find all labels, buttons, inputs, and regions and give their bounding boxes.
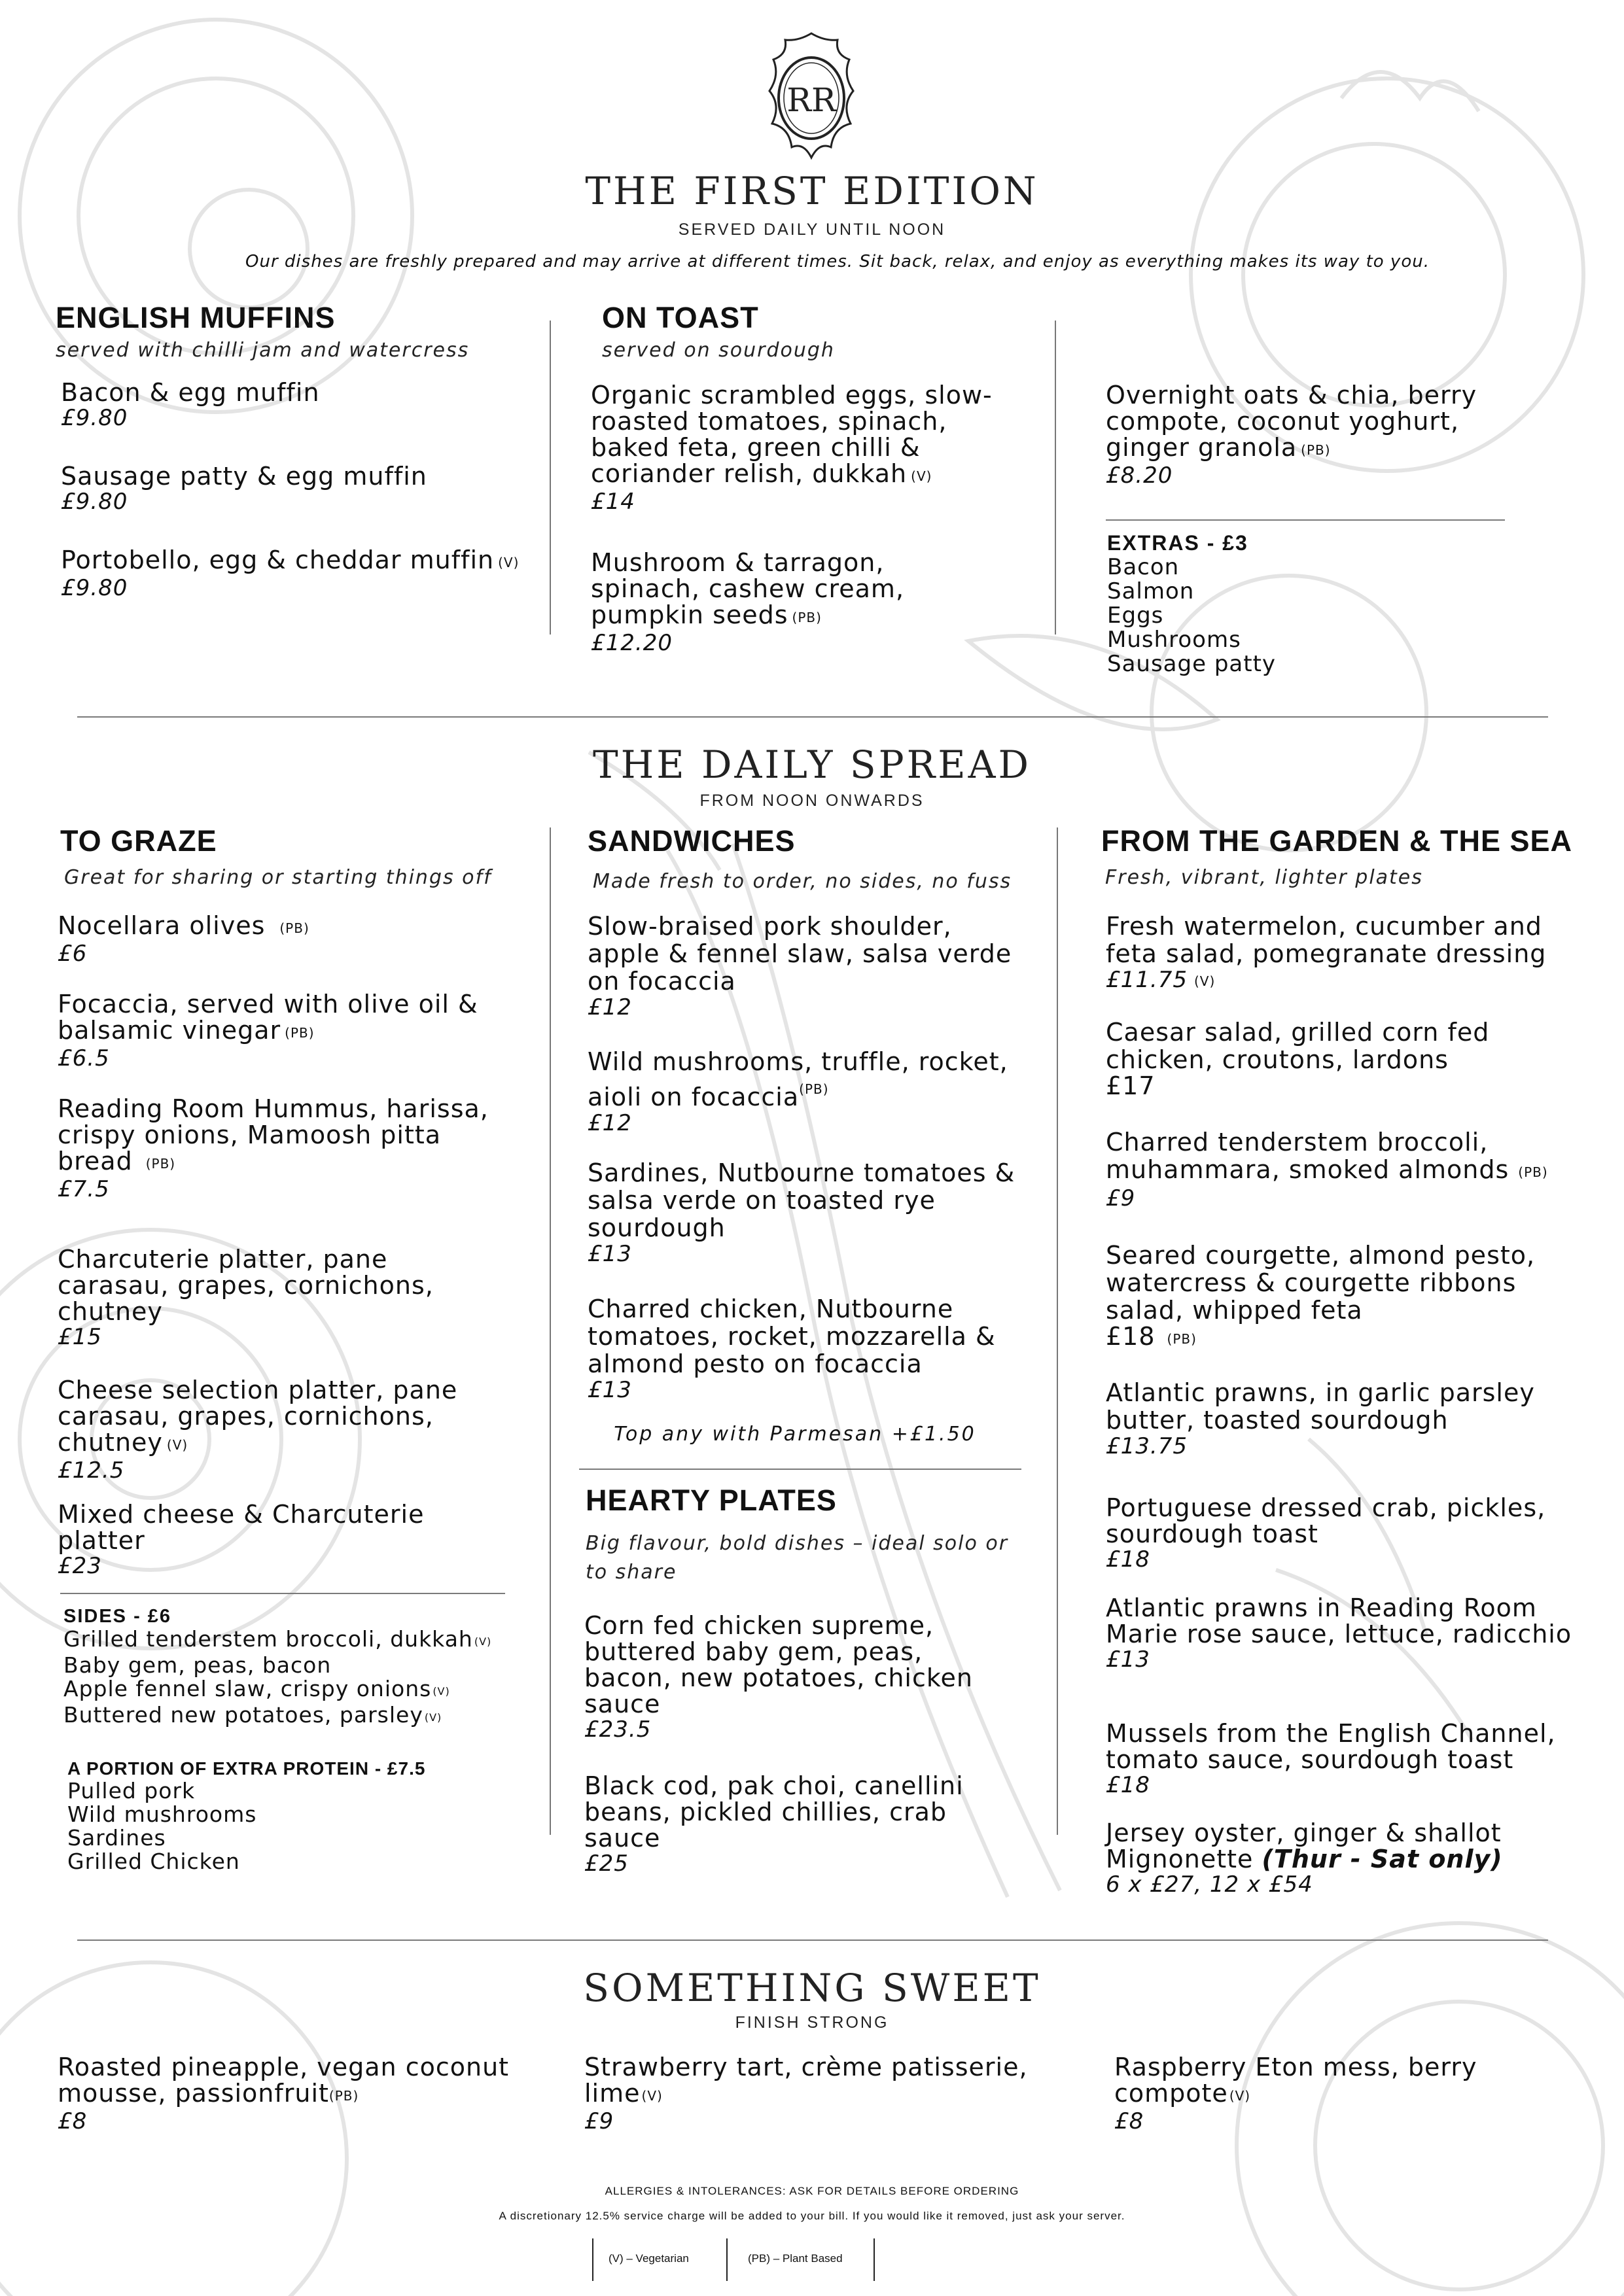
item-price: £17 [1106, 1071, 1156, 1100]
legend-plant-based: (PB) – Plant Based [748, 2252, 843, 2265]
menu-item [58, 1096, 516, 1202]
menu-item [1106, 1820, 1564, 1897]
on-toast-section [602, 301, 1034, 362]
extras-item: Sausage patty [1107, 651, 1277, 677]
protein-item: Sardines [67, 1825, 166, 1851]
menu-item [61, 463, 545, 514]
sides-section [63, 1606, 521, 1730]
item-price: £12 [588, 994, 632, 1020]
column-divider [1055, 321, 1056, 635]
item-name: Wild mushrooms, truffle, rocket, aioli on focaccia [588, 1047, 1008, 1111]
side-item: Grilled tenderstem broccoli, dukkah [63, 1626, 473, 1652]
service-charge-notice: A discretionary 12.5% service charge will be added to your bill. If you would like it removed, just ask your server. [499, 2210, 1125, 2222]
menu-item [1106, 1720, 1590, 1798]
menu-item [58, 1246, 489, 1349]
item-name: Caesar salad, grilled corn fed chicken, croutons, lardons [1106, 1018, 1490, 1074]
extras-item: Bacon [1107, 554, 1180, 580]
extra-protein-title: A PORTION OF EXTRA PROTEIN - £7.5 [67, 1758, 426, 1779]
dietary-tag: (V) [166, 1437, 188, 1453]
menu-item [1106, 1128, 1577, 1211]
sides-rule [60, 1593, 505, 1594]
protein-item: Pulled pork [67, 1778, 196, 1803]
item-price: £8.20 [1106, 462, 1173, 489]
legend-divider [874, 2238, 875, 2281]
item-price: £23.5 [584, 1716, 652, 1743]
monogram-crest [762, 29, 860, 160]
extras-item: Eggs [1107, 602, 1164, 629]
dietary-tag: (PB) [145, 1156, 176, 1172]
dietary-tag: (PB) [792, 610, 822, 625]
extra-protein-section [67, 1758, 525, 1873]
dietary-tag: (PB) [1518, 1164, 1548, 1180]
item-price: £9.80 [61, 489, 128, 515]
sandwiches-title: SANDWICHES [588, 824, 796, 858]
item-price: £8 [1114, 2108, 1144, 2134]
extras-section [1107, 531, 1500, 676]
menu-item [1106, 1242, 1564, 1349]
item-name: Portobello, egg & cheddar muffin [61, 546, 495, 574]
item-name: Mussels from the English Channel, tomato sauce, sourdough toast [1106, 1719, 1556, 1774]
dietary-tag: (V) [424, 1711, 442, 1724]
item-name: Strawberry tart, crème patisserie, lime [584, 2053, 1028, 2108]
item-price: 6 x £27, 12 x £54 [1106, 1871, 1313, 1898]
item-price: £13 [588, 1241, 632, 1267]
menu-item [1106, 1379, 1564, 1459]
item-name: Focaccia, served with olive oil & balsamic vinegar [58, 990, 478, 1045]
monogram-text: RR [786, 81, 836, 119]
menu-item [61, 379, 545, 430]
item-name: Portuguese dressed crab, pickles, sourdough toast [1106, 1493, 1546, 1548]
item-price: £18 [1106, 1772, 1150, 1798]
item-price: £13 [588, 1377, 632, 1403]
on-toast-subtitle: served on sourdough [602, 339, 835, 362]
menu-item [584, 1773, 1003, 1876]
item-price: £6 [58, 941, 88, 967]
extras-rule [1106, 519, 1505, 521]
menu-item [1106, 1018, 1564, 1098]
item-price: £9.80 [61, 575, 128, 601]
english-muffins-section [56, 301, 540, 362]
item-price: £12.20 [591, 630, 673, 656]
sandwiches-section [588, 824, 1033, 893]
item-price: £9.80 [61, 405, 128, 431]
item-price: £25 [584, 1851, 629, 1877]
dietary-tag: (PB) [328, 2088, 359, 2104]
sides-title: SIDES - £6 [63, 1606, 172, 1627]
garden-sea-section [1101, 824, 1598, 889]
to-graze-subtitle: Great for sharing or starting things off [64, 866, 492, 889]
item-price: £13.75 [1106, 1433, 1188, 1459]
item-name: Roasted pineapple, vegan coconut mousse, passionfruit [58, 2053, 510, 2108]
item-price: £8 [58, 2108, 88, 2134]
first-edition-title: THE FIRST EDITION [585, 169, 1039, 213]
menu-item [591, 549, 970, 655]
menu-item [591, 382, 1023, 514]
to-graze-title: TO GRAZE [60, 824, 217, 858]
something-sweet-title: SOMETHING SWEET [583, 1966, 1041, 2010]
garden-sea-subtitle: Fresh, vibrant, lighter plates [1105, 866, 1423, 889]
daily-spread-title: THE DAILY SPREAD [592, 742, 1032, 787]
availability-note: (Thur - Sat only) [1262, 1845, 1503, 1873]
dietary-tag: (PB) [799, 1081, 829, 1097]
item-name: Seared courgette, almond pesto, watercress & courgette ribbons salad, whipped feta [1106, 1241, 1536, 1325]
dietary-tag: (V) [498, 555, 520, 570]
item-name: Jersey oyster, ginger & shallot Mignonette [1106, 1818, 1502, 1873]
garden-sea-title: FROM THE GARDEN & THE SEA [1101, 824, 1573, 858]
column-divider [550, 827, 551, 1835]
menu-item [1106, 1595, 1577, 1672]
legend-vegetarian: (V) – Vegetarian [609, 2252, 689, 2265]
item-price: £12.5 [58, 1457, 125, 1484]
menu-item [588, 913, 1019, 1020]
item-price: £18 [1106, 1546, 1150, 1573]
english-muffins-subtitle: served with chilli jam and watercress [56, 339, 470, 362]
sandwich-note: Top any with Parmesan +£1.50 [614, 1423, 976, 1446]
item-price: £12 [588, 1110, 632, 1136]
service-note: Our dishes are freshly prepared and may arrive at different times. Sit back, relax, and enjoy as everything makes its way to you. [245, 252, 1430, 271]
column-divider [1057, 827, 1058, 1835]
item-price: £11.75 [1106, 967, 1188, 993]
item-name: Charred chicken, Nutbourne tomatoes, rocket, mozzarella & almond pesto on focaccia [588, 1295, 996, 1378]
menu-item [61, 547, 558, 600]
item-price: £13 [1106, 1646, 1150, 1673]
item-price: £6.5 [58, 1045, 110, 1071]
item-name: Bacon & egg muffin [61, 378, 320, 407]
item-price: £18 [1106, 1322, 1156, 1351]
dietary-tag: (PB) [285, 1025, 315, 1041]
item-price: £15 [58, 1324, 102, 1350]
dietary-tag: (PB) [279, 920, 309, 936]
section-divider [77, 716, 1548, 718]
extras-item: Mushrooms [1107, 627, 1241, 653]
on-toast-title: ON TOAST [602, 301, 759, 334]
menu-item [58, 2054, 516, 2134]
dietary-tag: (PB) [1167, 1331, 1197, 1347]
hearty-plates-title: HEARTY PLATES [586, 1484, 837, 1517]
column-divider [550, 321, 551, 635]
menu-item [588, 1159, 1019, 1266]
legend-divider [592, 2238, 593, 2281]
dietary-tag: (V) [474, 1635, 492, 1648]
item-name: Corn fed chicken supreme, buttered baby gem, peas, bacon, new potatoes, chicken sauce [584, 1611, 973, 1718]
side-item: Buttered new potatoes, parsley [63, 1702, 423, 1728]
item-name: Mushroom & tarragon, spinach, cashew cream, pumpkin seeds [591, 548, 905, 629]
hearty-plates-section [586, 1484, 1031, 1587]
item-name: Mixed cheese & Charcuterie platter [58, 1500, 425, 1555]
side-item: Baby gem, peas, bacon [63, 1652, 332, 1678]
menu-item [584, 1612, 1016, 1742]
item-name: Atlantic prawns, in garlic parsley butter, toasted sourdough [1106, 1378, 1535, 1435]
item-name: Organic scrambled eggs, slow-roasted tomatoes, spinach, baked feta, green chilli & coriander relish, dukkah [591, 381, 993, 488]
dietary-tag: (V) [911, 468, 932, 484]
menu-item [1106, 1495, 1577, 1572]
item-name: Slow-braised pork shoulder, apple & fennel slaw, salsa verde on focaccia [588, 912, 1012, 996]
english-muffins-title: ENGLISH MUFFINS [56, 301, 336, 334]
hearty-rule [579, 1469, 1021, 1470]
item-price: £23 [58, 1553, 102, 1579]
to-graze-section [60, 824, 544, 889]
menu-item [58, 1501, 476, 1578]
item-name: Sausage patty & egg muffin [61, 462, 427, 491]
menu-item [1106, 913, 1564, 992]
item-price: £9 [1106, 1185, 1136, 1211]
menu-item [58, 913, 516, 966]
item-price: £14 [591, 489, 635, 515]
menu-item [1114, 2054, 1533, 2134]
dietary-tag: (V) [1193, 973, 1216, 989]
item-name: Fresh watermelon, cucumber and feta salad, pomegranate dressing [1106, 912, 1547, 968]
extras-title: EXTRAS - £3 [1107, 531, 1248, 555]
menu-item [58, 991, 516, 1071]
item-name: Reading Room Hummus, harissa, crispy onions, Mamoosh pitta bread [58, 1094, 489, 1175]
menu-item [588, 1048, 1019, 1136]
dietary-tag: (V) [432, 1685, 450, 1697]
menu-item [588, 1295, 1019, 1402]
menu-item [58, 1377, 503, 1483]
legend-divider [726, 2238, 728, 2281]
item-name: Cheese selection platter, pane carasau, grapes, cornichons, chutney [58, 1376, 458, 1457]
hearty-plates-subtitle: Big flavour, bold dishes – ideal solo or to share [586, 1532, 1009, 1584]
allergy-notice: ALLERGIES & INTOLERANCES: ASK FOR DETAILS BEFORE ORDERING [605, 2185, 1019, 2197]
item-name: Charcuterie platter, pane carasau, grapes, cornichons, chutney [58, 1245, 434, 1326]
menu-item [1106, 382, 1511, 488]
daily-spread-subtitle: FROM NOON ONWARDS [699, 791, 925, 810]
protein-item: Grilled Chicken [67, 1849, 240, 1874]
protein-item: Wild mushrooms [67, 1801, 257, 1827]
item-name: Black cod, pak choi, canellini beans, pickled chillies, crab sauce [584, 1771, 964, 1852]
something-sweet-subtitle: FINISH STRONG [735, 2013, 889, 2032]
item-price: £9 [584, 2108, 614, 2134]
first-edition-subtitle: SERVED DAILY UNTIL NOON [678, 220, 946, 239]
sandwiches-subtitle: Made fresh to order, no sides, no fuss [593, 870, 1012, 893]
section-divider [77, 1939, 1548, 1941]
dietary-tag: (V) [641, 2088, 663, 2104]
extras-item: Salmon [1107, 578, 1195, 604]
dietary-tag: (PB) [1301, 442, 1331, 458]
menu-item [584, 2054, 1055, 2134]
item-name: Raspberry Eton mess, berry compote [1114, 2053, 1477, 2108]
item-price: £7.5 [58, 1176, 110, 1202]
item-name: Charred tenderstem broccoli, muhammara, smoked almonds [1106, 1128, 1509, 1184]
item-name: Nocellara olives [58, 911, 266, 940]
item-name: Atlantic prawns in Reading Room Marie rose sauce, lettuce, radicchio [1106, 1593, 1572, 1648]
side-item: Apple fennel slaw, crispy onions [63, 1676, 432, 1701]
item-name: Sardines, Nutbourne tomatoes & salsa verde on toasted rye sourdough [588, 1158, 1015, 1242]
dietary-tag: (V) [1229, 2088, 1251, 2104]
item-name: Overnight oats & chia, berry compote, coconut yoghurt, ginger granola [1106, 381, 1477, 462]
